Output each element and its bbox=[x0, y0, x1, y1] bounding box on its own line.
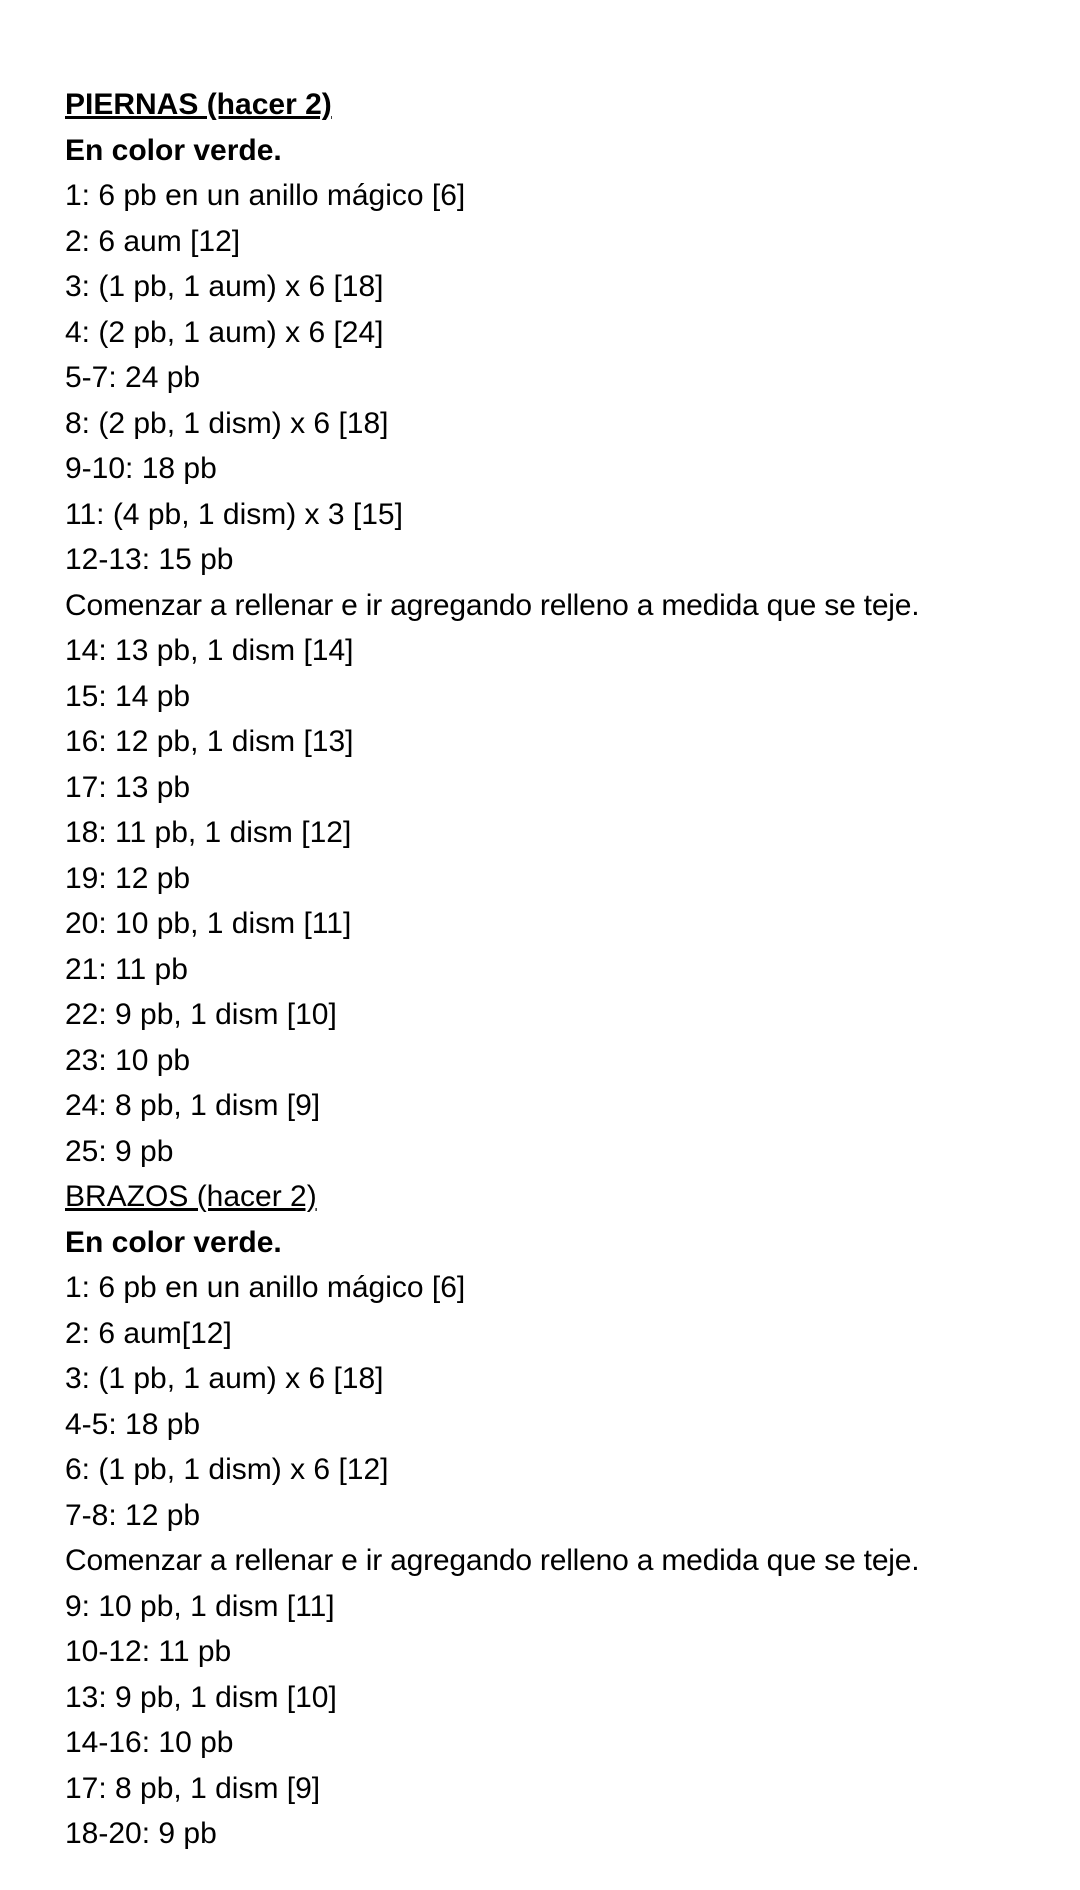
pattern-row: 15: 14 pb bbox=[65, 679, 191, 713]
section-piernas bbox=[65, 82, 1065, 1174]
pattern-row: 10-12: 11 pb bbox=[65, 1635, 232, 1668]
pattern-row: 17: 13 pb bbox=[65, 770, 191, 804]
stuffing-note: Comenzar a rellenar e ir agregando relleno a medida que se teje. bbox=[65, 1544, 920, 1577]
pattern-row: 14-16: 10 pb bbox=[65, 1726, 234, 1759]
pattern-row: 12-13: 15 pb bbox=[65, 543, 234, 576]
pattern-row: 24: 8 pb, 1 dism [9] bbox=[65, 1089, 321, 1122]
pattern-row: 20: 10 pb, 1 dism [11] bbox=[65, 907, 352, 940]
pattern-row: 25: 9 pb bbox=[65, 1134, 174, 1168]
pattern-document bbox=[65, 82, 1065, 1857]
pattern-row: 19: 12 pb bbox=[65, 861, 191, 895]
pattern-row: 4-5: 18 pb bbox=[65, 1407, 201, 1441]
pattern-row: 5-7: 24 pb bbox=[65, 361, 201, 394]
pattern-row: 18-20: 9 pb bbox=[65, 1817, 217, 1850]
pattern-row: 6: (1 pb, 1 dism) x 6 [12] bbox=[65, 1453, 389, 1486]
pattern-row: 21: 11 pb bbox=[65, 952, 188, 986]
pattern-row: 13: 9 pb, 1 dism [10] bbox=[65, 1680, 337, 1714]
section-title-brazos: BRAZOS (hacer 2) bbox=[65, 1180, 317, 1213]
pattern-row: 17: 8 pb, 1 dism [9] bbox=[65, 1771, 321, 1805]
pattern-row: 3: (1 pb, 1 aum) x 6 [18] bbox=[65, 270, 384, 303]
pattern-row: 4: (2 pb, 1 aum) x 6 [24] bbox=[65, 315, 384, 349]
pattern-row: 2: 6 aum[12] bbox=[65, 1316, 232, 1350]
pattern-row: 8: (2 pb, 1 dism) x 6 [18] bbox=[65, 406, 389, 440]
pattern-row: 23: 10 pb bbox=[65, 1043, 191, 1077]
stuffing-note: Comenzar a rellenar e ir agregando relleno a medida que se teje. bbox=[65, 588, 920, 622]
pattern-row: 1: 6 pb en un anillo mágico [6] bbox=[65, 179, 466, 212]
pattern-row: 7-8: 12 pb bbox=[65, 1498, 201, 1532]
color-note: En color verde. bbox=[65, 133, 282, 167]
pattern-row: 9: 10 pb, 1 dism [11] bbox=[65, 1589, 335, 1623]
pattern-row: 2: 6 aum [12] bbox=[65, 224, 241, 258]
pattern-row: 1: 6 pb en un anillo mágico [6] bbox=[65, 1271, 466, 1304]
section-brazos bbox=[65, 1174, 1065, 1857]
pattern-row: 3: (1 pb, 1 aum) x 6 [18] bbox=[65, 1362, 384, 1395]
section-title-piernas: PIERNAS (hacer 2) bbox=[65, 88, 332, 121]
color-note: En color verde. bbox=[65, 1225, 282, 1259]
pattern-row: 22: 9 pb, 1 dism [10] bbox=[65, 998, 337, 1031]
pattern-row: 11: (4 pb, 1 dism) x 3 [15] bbox=[65, 497, 403, 531]
pattern-row: 16: 12 pb, 1 dism [13] bbox=[65, 725, 354, 758]
pattern-row: 14: 13 pb, 1 dism [14] bbox=[65, 634, 354, 667]
pattern-row: 9-10: 18 pb bbox=[65, 452, 217, 485]
pattern-row: 18: 11 pb, 1 dism [12] bbox=[65, 816, 352, 849]
